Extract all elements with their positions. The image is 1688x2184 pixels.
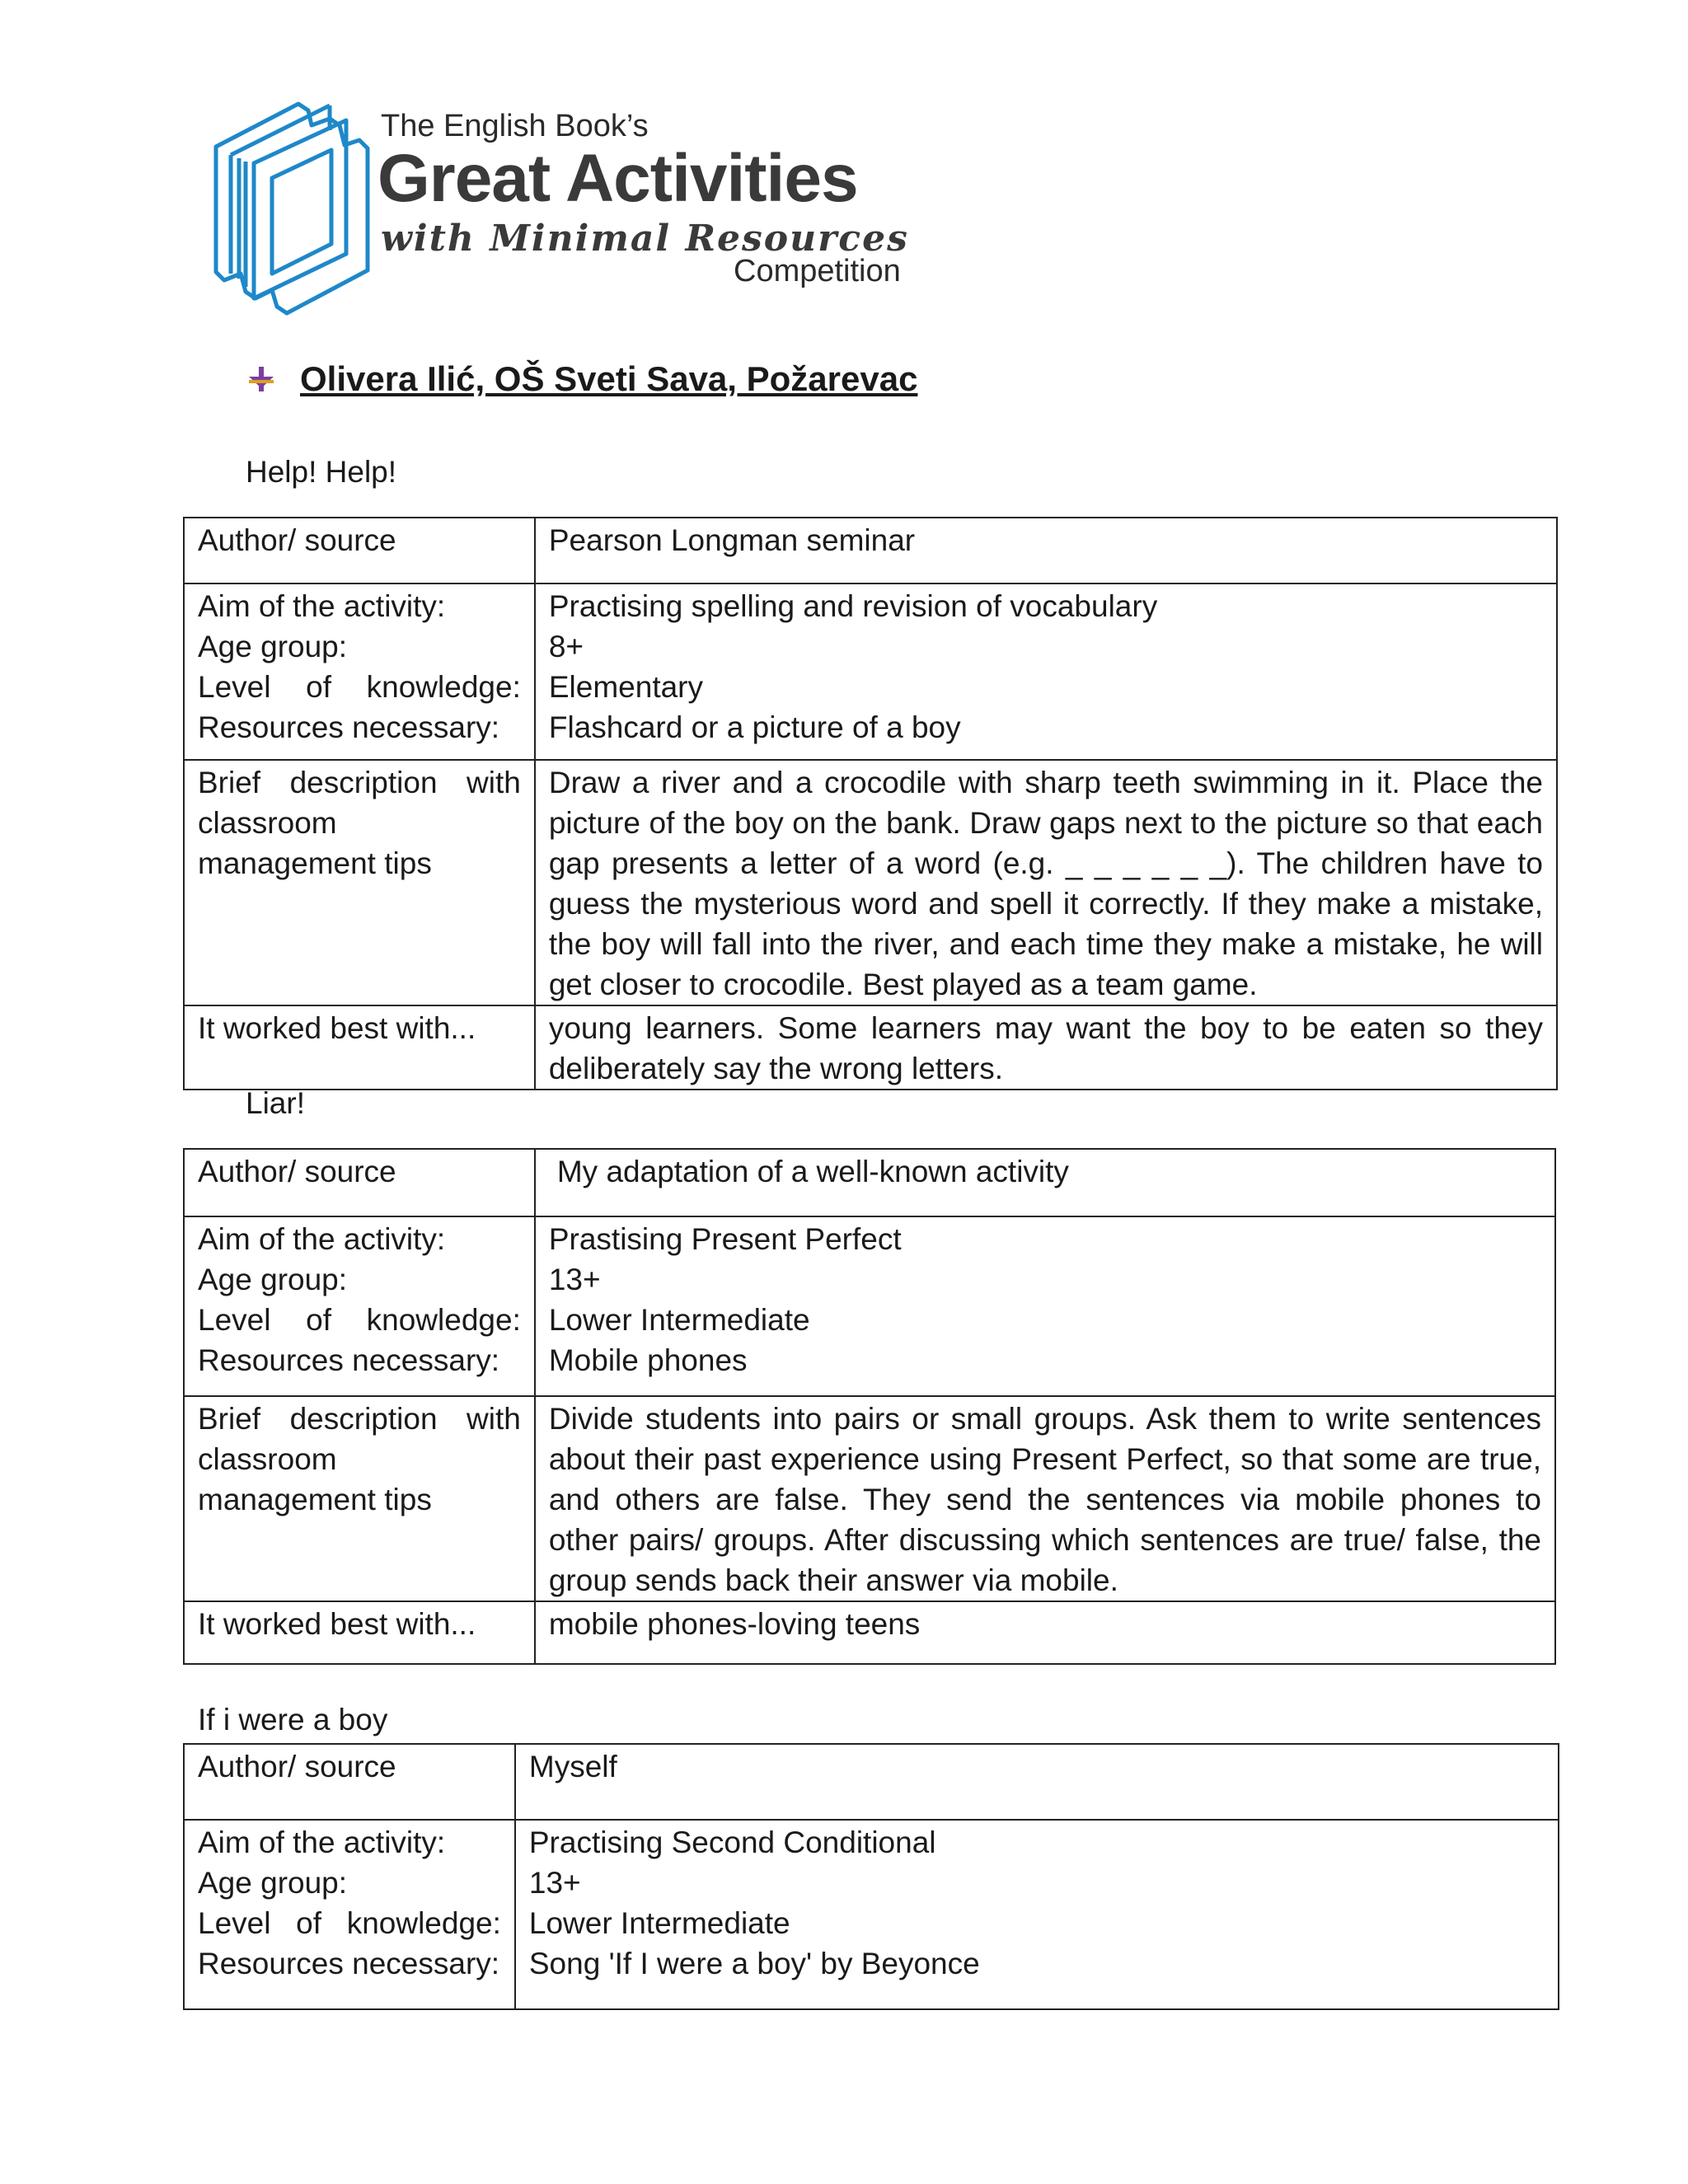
level-value: Lower Intermediate <box>548 1303 810 1337</box>
table-row <box>184 1744 1559 1820</box>
resources-value: Mobile phones <box>548 1343 748 1377</box>
table-row <box>184 1601 1555 1664</box>
best-with-value: mobile phones-loving teens <box>535 1601 1555 1664</box>
aim-value: Prastising Present Perfect <box>548 1222 902 1256</box>
table-row <box>184 1216 1555 1396</box>
table-row <box>184 1149 1555 1216</box>
activity-table <box>183 1148 1556 1665</box>
table-row <box>184 1820 1559 2009</box>
author-heading <box>247 359 917 399</box>
source-value: Pearson Longman seminar <box>535 518 1557 583</box>
table-row <box>184 1396 1555 1601</box>
info-labels <box>184 583 535 760</box>
best-with-label: It worked best with... <box>184 1601 535 1664</box>
source-value: Myself <box>515 1744 1559 1820</box>
age-label: Age group: <box>198 630 348 663</box>
resources-label: Resources necessary: <box>198 1947 500 1980</box>
level-label: Level of knowledge: <box>198 1906 501 1940</box>
logo-competition: Competition <box>734 254 901 288</box>
best-with-value: young learners. Some learners may want the boy to be eaten so they deliberately say the wrong letters. <box>535 1005 1557 1090</box>
info-labels <box>184 1820 515 2009</box>
table-row <box>184 1005 1557 1090</box>
resources-value: Song 'If I were a boy' by Beyonce <box>528 1947 980 1980</box>
level-value: Elementary <box>548 670 703 704</box>
activity-table <box>183 517 1558 1090</box>
source-label: Author/ source <box>184 1744 515 1820</box>
level-value: Lower Intermediate <box>528 1906 790 1940</box>
aim-label: Aim of the activity: <box>198 1222 446 1256</box>
table-row <box>184 760 1557 1005</box>
arrow-bullet-icon <box>247 365 275 393</box>
age-label: Age group: <box>198 1263 348 1296</box>
description-label: Brief description with classroom management tips <box>184 760 535 1005</box>
info-labels <box>184 1216 535 1396</box>
activity-title: Liar! <box>246 1086 305 1120</box>
author-name: Olivera Ilić, OŠ Sveti Sava, Požarevac <box>300 359 918 398</box>
competition-logo <box>206 97 931 320</box>
book-logo-icon <box>206 97 379 320</box>
level-label: Level of knowledge: <box>198 670 521 704</box>
age-label: Age group: <box>198 1866 348 1900</box>
aim-label: Aim of the activity: <box>198 589 446 623</box>
info-values <box>535 583 1557 760</box>
activity-title: If i were a boy <box>198 1703 388 1736</box>
activity-title: Help! Help! <box>246 455 397 489</box>
level-label: Level of knowledge: <box>198 1303 521 1337</box>
age-value: 8+ <box>548 630 584 663</box>
table-row <box>184 583 1557 760</box>
table-row <box>184 518 1557 583</box>
source-label: Author/ source <box>184 518 535 583</box>
info-values <box>535 1216 1555 1396</box>
source-label: Author/ source <box>184 1149 535 1216</box>
age-value: 13+ <box>548 1263 601 1296</box>
best-with-label: It worked best with... <box>184 1005 535 1090</box>
description-label: Brief description with classroom management tips <box>184 1396 535 1601</box>
resources-label: Resources necessary: <box>198 1343 500 1377</box>
aim-label: Aim of the activity: <box>198 1825 446 1859</box>
activity-table <box>183 1743 1559 2010</box>
logo-title: Great Activities <box>377 141 858 216</box>
resources-label: Resources necessary: <box>198 710 500 744</box>
description-text: Divide students into pairs or small groups. Ask them to write sentences about their past experience using Present Perfect, so that some are true, and others are false. They send the sentences via mobile phones to other pairs/ groups. After discussing which sentences are true/ false, the group sends back their answer via mobile. <box>535 1396 1555 1601</box>
aim-value: Practising spelling and revision of vocabulary <box>548 589 1158 623</box>
aim-value: Practising Second Conditional <box>528 1825 936 1859</box>
description-text: Draw a river and a crocodile with sharp teeth swimming in it. Place the picture of the boy on the bank. Draw gaps next to the picture so that each gap presents a letter of a word (e.g. _ _ _ _ _ _). The children have to guess the mysterious word and spell it correctly. If they make a mistake, the boy will fall into the river, and each time they make a mistake, he will get closer to crocodile. Best played as a team game. <box>535 760 1557 1005</box>
resources-value: Flashcard or a picture of a boy <box>548 710 961 744</box>
source-value: My adaptation of a well-known activity <box>535 1149 1555 1216</box>
info-values <box>515 1820 1559 2009</box>
logo-subtitle: with Minimal Resources <box>381 218 909 260</box>
age-value: 13+ <box>528 1866 581 1900</box>
logo-pretitle: The English Book’s <box>381 109 649 143</box>
